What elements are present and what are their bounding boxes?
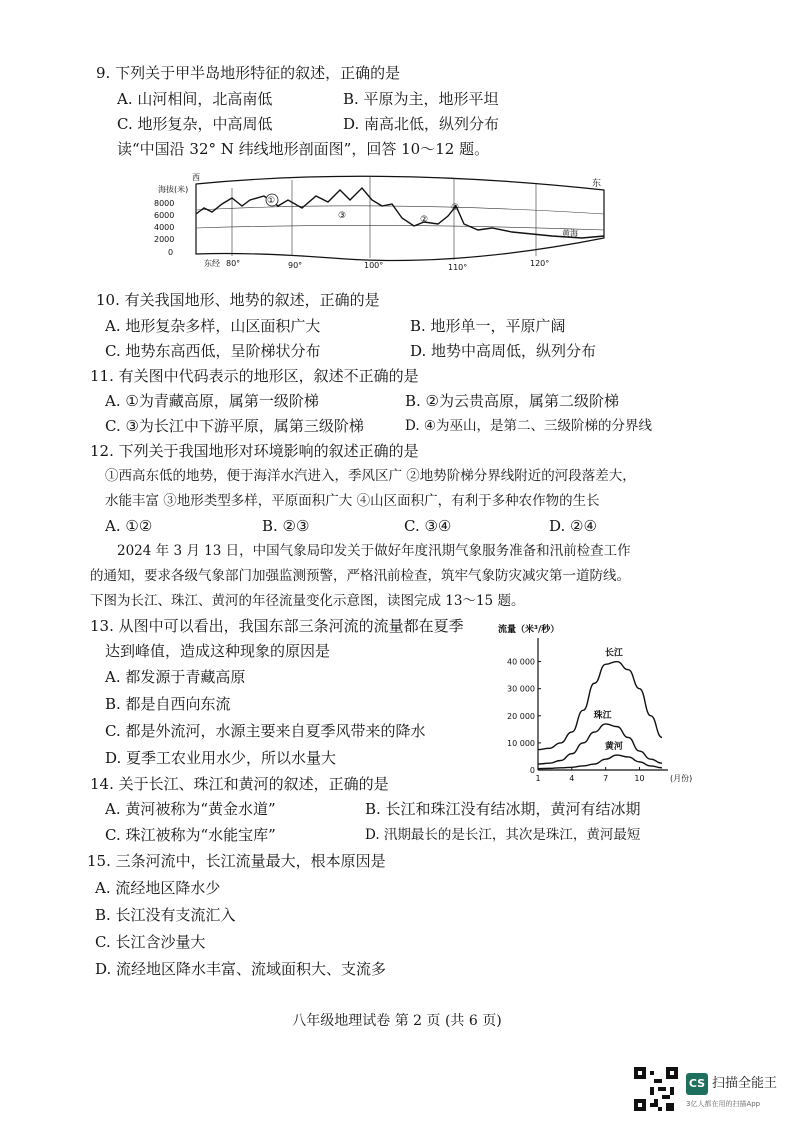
chart-xtick-label: 7 bbox=[603, 774, 609, 783]
q14-option-b: B. 长江和珠江没有结冰期，黄河有结冰期 bbox=[365, 800, 641, 818]
chart-series-label-1: 珠江 bbox=[593, 710, 612, 721]
q11-option-b: B. ②为云贵高原，属第二级阶梯 bbox=[405, 392, 620, 410]
chart-series-label-0: 长江 bbox=[604, 648, 623, 659]
scanner-tagline: 3亿人都在用的扫描App bbox=[686, 1100, 761, 1108]
chart-ytick-label: 0 bbox=[529, 766, 535, 775]
q13-stem-line1: 13. 从图中可以看出，我国东部三条河流的流量都在夏季 bbox=[90, 617, 464, 635]
chart-xlabel: (月份) bbox=[670, 774, 693, 783]
q10-stem: 10. 有关我国地形、地势的叙述，正确的是 bbox=[96, 291, 380, 309]
q11-option-d: D. ④为巫山，是第二、三级阶梯的分界线 bbox=[405, 418, 653, 434]
chart-series-label-2: 黄河 bbox=[604, 742, 623, 753]
q10-option-a: A. 地形复杂多样，山区面积广大 bbox=[105, 317, 321, 335]
profile-xtick-100: 100° bbox=[364, 261, 384, 270]
q11-stem: 11. 有关图中代码表示的地形区，叙述不正确的是 bbox=[90, 367, 419, 385]
profile-mark-2: ② bbox=[420, 215, 429, 225]
chart-xtick-label: 1 bbox=[535, 774, 541, 783]
q13-option-d: D. 夏季工农业用水少，所以水量大 bbox=[105, 749, 337, 767]
q11-option-c: C. ③为长江中下游平原，属第三级阶梯 bbox=[105, 417, 364, 435]
terrain-profile-figure bbox=[152, 170, 612, 280]
profile-mark-4: ④ bbox=[451, 203, 460, 213]
q13-option-b: B. 都是自西向东流 bbox=[105, 695, 231, 713]
q12-option-d: D. ②④ bbox=[549, 517, 597, 535]
q10-option-b: B. 地形单一，平原广阔 bbox=[410, 317, 566, 335]
profile-place-label: 黄海 bbox=[562, 229, 578, 238]
scanner-logo: CS bbox=[686, 1073, 708, 1095]
q15-option-c: C. 长江含沙量大 bbox=[95, 933, 206, 951]
q14-option-d: D. 汛期最长的是长江，其次是珠江，黄河最短 bbox=[365, 827, 641, 843]
river-flow-chart bbox=[494, 618, 694, 784]
rivers-intro-line1: 2024 年 3 月 13 日，中国气象局印发关于做好年度汛期气象服务准备和汛前检查工作 bbox=[117, 543, 631, 559]
q15-option-b: B. 长江没有支流汇入 bbox=[95, 906, 236, 924]
chart-xtick-label: 4 bbox=[569, 774, 575, 783]
profile-mark-1: ① bbox=[267, 196, 276, 206]
chart-xtick-label: 10 bbox=[634, 774, 645, 783]
q10-option-d: D. 地势中高周低，纵列分布 bbox=[410, 342, 597, 360]
chart-ytick-label: 40 000 bbox=[507, 657, 535, 667]
profile-ytick-0: 0 bbox=[168, 248, 174, 257]
q9-option-c: C. 地形复杂，中高周低 bbox=[117, 115, 273, 133]
q9-option-a: A. 山河相间，北高南低 bbox=[117, 90, 273, 108]
q12-option-b: B. ②③ bbox=[262, 517, 310, 535]
profile-terrain-line bbox=[196, 188, 604, 238]
profile-ytick-4000: 4000 bbox=[154, 223, 175, 232]
chart-ytick-label: 30 000 bbox=[507, 684, 535, 694]
q9-option-b: B. 平原为主，地形平坦 bbox=[343, 90, 499, 108]
q12-statement-line1: ①西高东低的地势，便于海洋水汽进入，季风区广 ②地势阶梯分界线附近的河段落差大， bbox=[105, 468, 636, 484]
q12-stem: 12. 下列关于我国地形对环境影响的叙述正确的是 bbox=[90, 442, 419, 460]
profile-intro: 读“中国沿 32° N 纬线地形剖面图”，回答 10～12 题。 bbox=[117, 140, 490, 158]
chart-ylabel: 流量（米³/秒） bbox=[498, 625, 560, 635]
profile-ylabel: 海拔(米) bbox=[158, 185, 189, 194]
page-footer: 八年级地理试卷 第 2 页 (共 6 页) bbox=[292, 1013, 502, 1029]
profile-axis-label: 东经 bbox=[204, 259, 220, 268]
rivers-intro-line3: 下图为长江、珠江、黄河的年径流量变化示意图，读图完成 13～15 题。 bbox=[90, 593, 525, 609]
qr-code-icon bbox=[634, 1067, 678, 1111]
profile-ytick-8000: 8000 bbox=[154, 199, 175, 208]
profile-latitude-lines bbox=[196, 206, 604, 230]
scanner-watermark bbox=[634, 1067, 794, 1124]
profile-meridians bbox=[232, 176, 536, 260]
chart-ytick-label: 10 000 bbox=[507, 738, 535, 748]
profile-east-label: 东 bbox=[592, 179, 602, 189]
profile-ytick-2000: 2000 bbox=[154, 235, 175, 244]
q9-stem: 9. 下列关于甲半岛地形特征的叙述，正确的是 bbox=[96, 64, 401, 82]
q14-stem: 14. 关于长江、珠江和黄河的叙述，正确的是 bbox=[90, 775, 389, 793]
profile-xtick-90: 90° bbox=[288, 261, 303, 270]
q12-option-a: A. ①② bbox=[105, 517, 153, 535]
chart-series-line-0 bbox=[538, 662, 662, 753]
profile-xtick-80: 80° bbox=[226, 259, 241, 268]
q14-option-c: C. 珠江被称为“水能宝库” bbox=[105, 826, 276, 844]
rivers-intro-line2: 的通知，要求各级气象部门加强监测预警，严格汛前检查，筑牢气象防灾减灾第一道防线。 bbox=[90, 568, 630, 584]
profile-frame bbox=[196, 176, 604, 260]
q13-option-a: A. 都发源于青藏高原 bbox=[105, 668, 246, 686]
q12-statement-line2: 水能丰富 ③地形类型多样，平原面积广大 ④山区面积广，有利于多种农作物的生长 bbox=[105, 493, 600, 509]
profile-xtick-120: 120° bbox=[530, 259, 550, 268]
profile-xtick-110: 110° bbox=[448, 263, 468, 272]
profile-mark-3: ③ bbox=[338, 211, 347, 221]
q13-stem-line2: 达到峰值，造成这种现象的原因是 bbox=[105, 642, 331, 660]
q12-option-c: C. ③④ bbox=[404, 517, 452, 535]
q13-option-c: C. 都是外流河，水源主要来自夏季风带来的降水 bbox=[105, 722, 426, 740]
q15-option-d: D. 流经地区降水丰富、流域面积大、支流多 bbox=[95, 960, 387, 978]
q15-option-a: A. 流经地区降水少 bbox=[95, 879, 221, 897]
q15-stem: 15. 三条河流中，长江流量最大，根本原因是 bbox=[87, 852, 386, 870]
profile-ytick-6000: 6000 bbox=[154, 211, 175, 220]
chart-ytick-label: 20 000 bbox=[507, 711, 535, 721]
scanner-app-name: 扫描全能王 bbox=[712, 1076, 778, 1091]
q11-option-a: A. ①为青藏高原，属第一级阶梯 bbox=[105, 392, 319, 410]
profile-west-label: 西 bbox=[192, 173, 200, 182]
q10-option-c: C. 地势东高西低，呈阶梯状分布 bbox=[105, 342, 321, 360]
q14-option-a: A. 黄河被称为“黄金水道” bbox=[105, 800, 276, 818]
q9-option-d: D. 南高北低，纵列分布 bbox=[343, 115, 500, 133]
